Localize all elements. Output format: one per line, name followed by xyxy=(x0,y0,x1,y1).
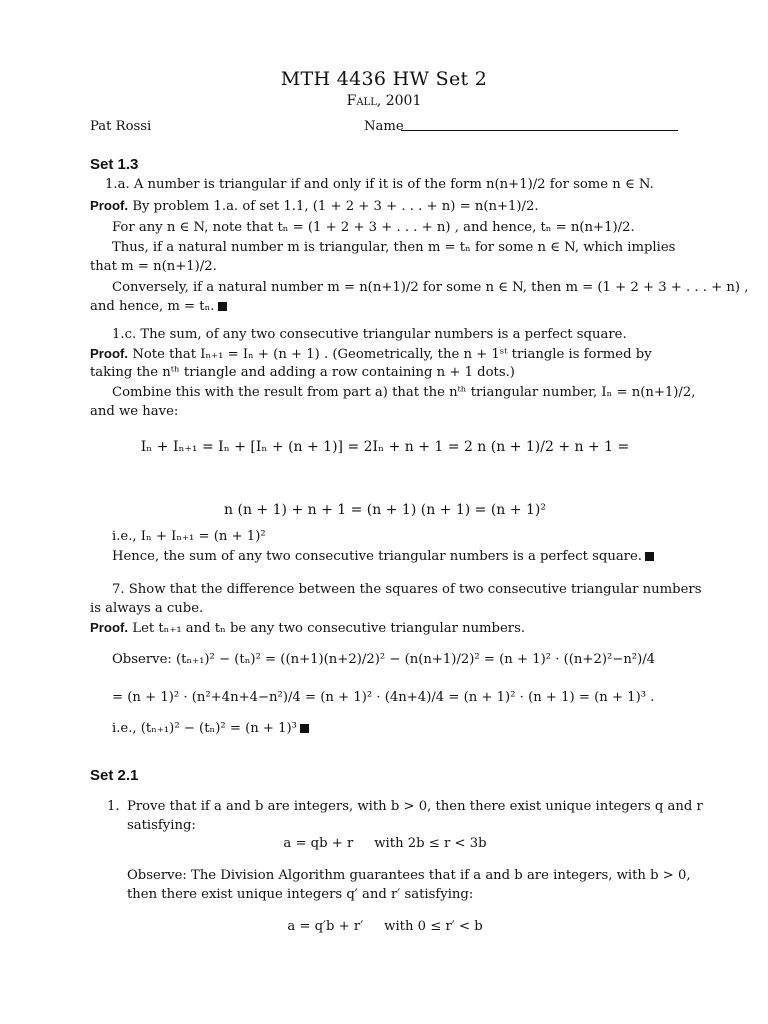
problem-1a-proof-line-4b xyxy=(90,298,680,317)
author-name: Pat Rossi xyxy=(90,119,152,134)
problem-1a-proof-line-3b: that m = n(n+1)/2. xyxy=(90,259,217,274)
page-title: MTH 4436 HW Set 2 xyxy=(280,68,488,90)
problem-1c-proof-line-2: taking the nᵗʰ triangle and adding a row containing n + 1 dots.) xyxy=(90,365,515,380)
item-1-text-b: satisfying: xyxy=(127,818,196,833)
problem-1c-proof-line-1 xyxy=(90,345,680,365)
problem-1c-statement: 1.c. The sum, of any two consecutive triangular numbers is a perfect square. xyxy=(112,327,627,342)
conclusion-text: Hence, the sum of any two consecutive triangular numbers is a perfect square. xyxy=(112,549,642,564)
observe-equation: a = q′b + r′ with 0 ≤ r′ < b xyxy=(287,919,483,934)
problem-7-proof-line-1 xyxy=(90,619,680,639)
proof-text: By problem 1.a. of set 1.1, (1 + 2 + 3 + . . . + n) = n(n+1)/2. xyxy=(132,199,539,214)
problem-1a-proof-line-4a: Conversely, if a natural number m = n(n+1)/2 for some n ∈ N, then m = (1 + 2 + 3 + . . . + n) , xyxy=(112,280,749,295)
page-subtitle xyxy=(0,92,768,111)
proof-label: Proof. xyxy=(90,346,129,361)
problem-1c-proof-line-3a: Combine this with the result from part a) that the nᵗʰ triangular number, Iₙ = n(n+1)/2, xyxy=(112,385,696,400)
problem-7-equation-2: = (n + 1)² · (n²+4n+4−n²)/4 = (n + 1)² · (4n+4)/4 = (n + 1)² · (n + 1) = (n + 1)³ . xyxy=(112,690,655,705)
problem-7-observe-equation: Observe: (tₙ₊₁)² − (tₙ)² = ((n+1)(n+2)/2)² − (n(n+1)/2)² = (n + 1)² · ((n+2)²−n²)/4 xyxy=(112,652,656,667)
proof-text: and hence, m = tₙ. xyxy=(90,299,215,314)
proof-text: Let tₙ₊₁ and tₙ be any two consecutive triangular numbers. xyxy=(132,621,526,636)
problem-1a-proof-line-3a: Thus, if a natural number m is triangular, then m = tₙ for some n ∈ N, which implies xyxy=(112,240,676,255)
problem-1a-proof-line-1 xyxy=(90,197,680,217)
problem-7-statement-a: 7. Show that the difference between the squares of two consecutive triangular numbers xyxy=(112,582,702,597)
problem-7-ie xyxy=(112,720,309,739)
proof-label: Proof. xyxy=(90,620,129,635)
name-blank-line xyxy=(401,130,678,131)
qed-square-icon xyxy=(300,724,309,733)
qed-square-icon xyxy=(218,302,227,311)
name-label: Name xyxy=(364,119,404,134)
ie-text: i.e., (tₙ₊₁)² − (tₙ)² = (n + 1)³ xyxy=(112,721,297,736)
equation-perfect-square: n (n + 1) + n + 1 = (n + 1) (n + 1) = (n + 1)² xyxy=(224,502,546,518)
item-1-number: 1. xyxy=(107,799,120,814)
item-1-text-a: Prove that if a and b are integers, with b > 0, then there exist unique integers q and r xyxy=(127,799,703,814)
subtitle-text: Fall, 2001 xyxy=(346,93,422,109)
problem-1a-statement: 1.a. A number is triangular if and only if it is of the form n(n+1)/2 for some n ∈ N. xyxy=(105,177,654,192)
proof-label: Proof. xyxy=(90,198,129,213)
problem-1c-conclusion xyxy=(112,548,654,567)
problem-1a-proof-line-2: For any n ∈ N, note that tₙ = (1 + 2 + 3 + . . . + n) , and hence, tₙ = n(n+1)/2. xyxy=(112,220,635,235)
observe-line-b: then there exist unique integers q′ and r′ satisfying: xyxy=(127,887,474,902)
qed-square-icon xyxy=(645,552,654,561)
proof-text: Note that Iₙ₊₁ = Iₙ + (n + 1) . (Geometrically, the n + 1ˢᵗ triangle is formed by xyxy=(132,347,652,362)
problem-7-statement-b: is always a cube. xyxy=(90,601,204,616)
problem-1c-ie: i.e., Iₙ + Iₙ₊₁ = (n + 1)² xyxy=(112,529,266,544)
equation-sum-consecutive: Iₙ + Iₙ₊₁ = Iₙ + [Iₙ + (n + 1)] = 2Iₙ + n + 1 = 2 n (n + 1)/2 + n + 1 = xyxy=(140,439,630,455)
set-1-3-heading: Set 1.3 xyxy=(90,156,139,173)
problem-1c-proof-line-3b: and we have: xyxy=(90,404,179,419)
observe-line-a: Observe: The Division Algorithm guarantees that if a and b are integers, with b > 0, xyxy=(127,868,691,883)
item-1-equation: a = qb + r with 2b ≤ r < 3b xyxy=(283,836,487,851)
set-2-1-heading: Set 2.1 xyxy=(90,767,139,784)
